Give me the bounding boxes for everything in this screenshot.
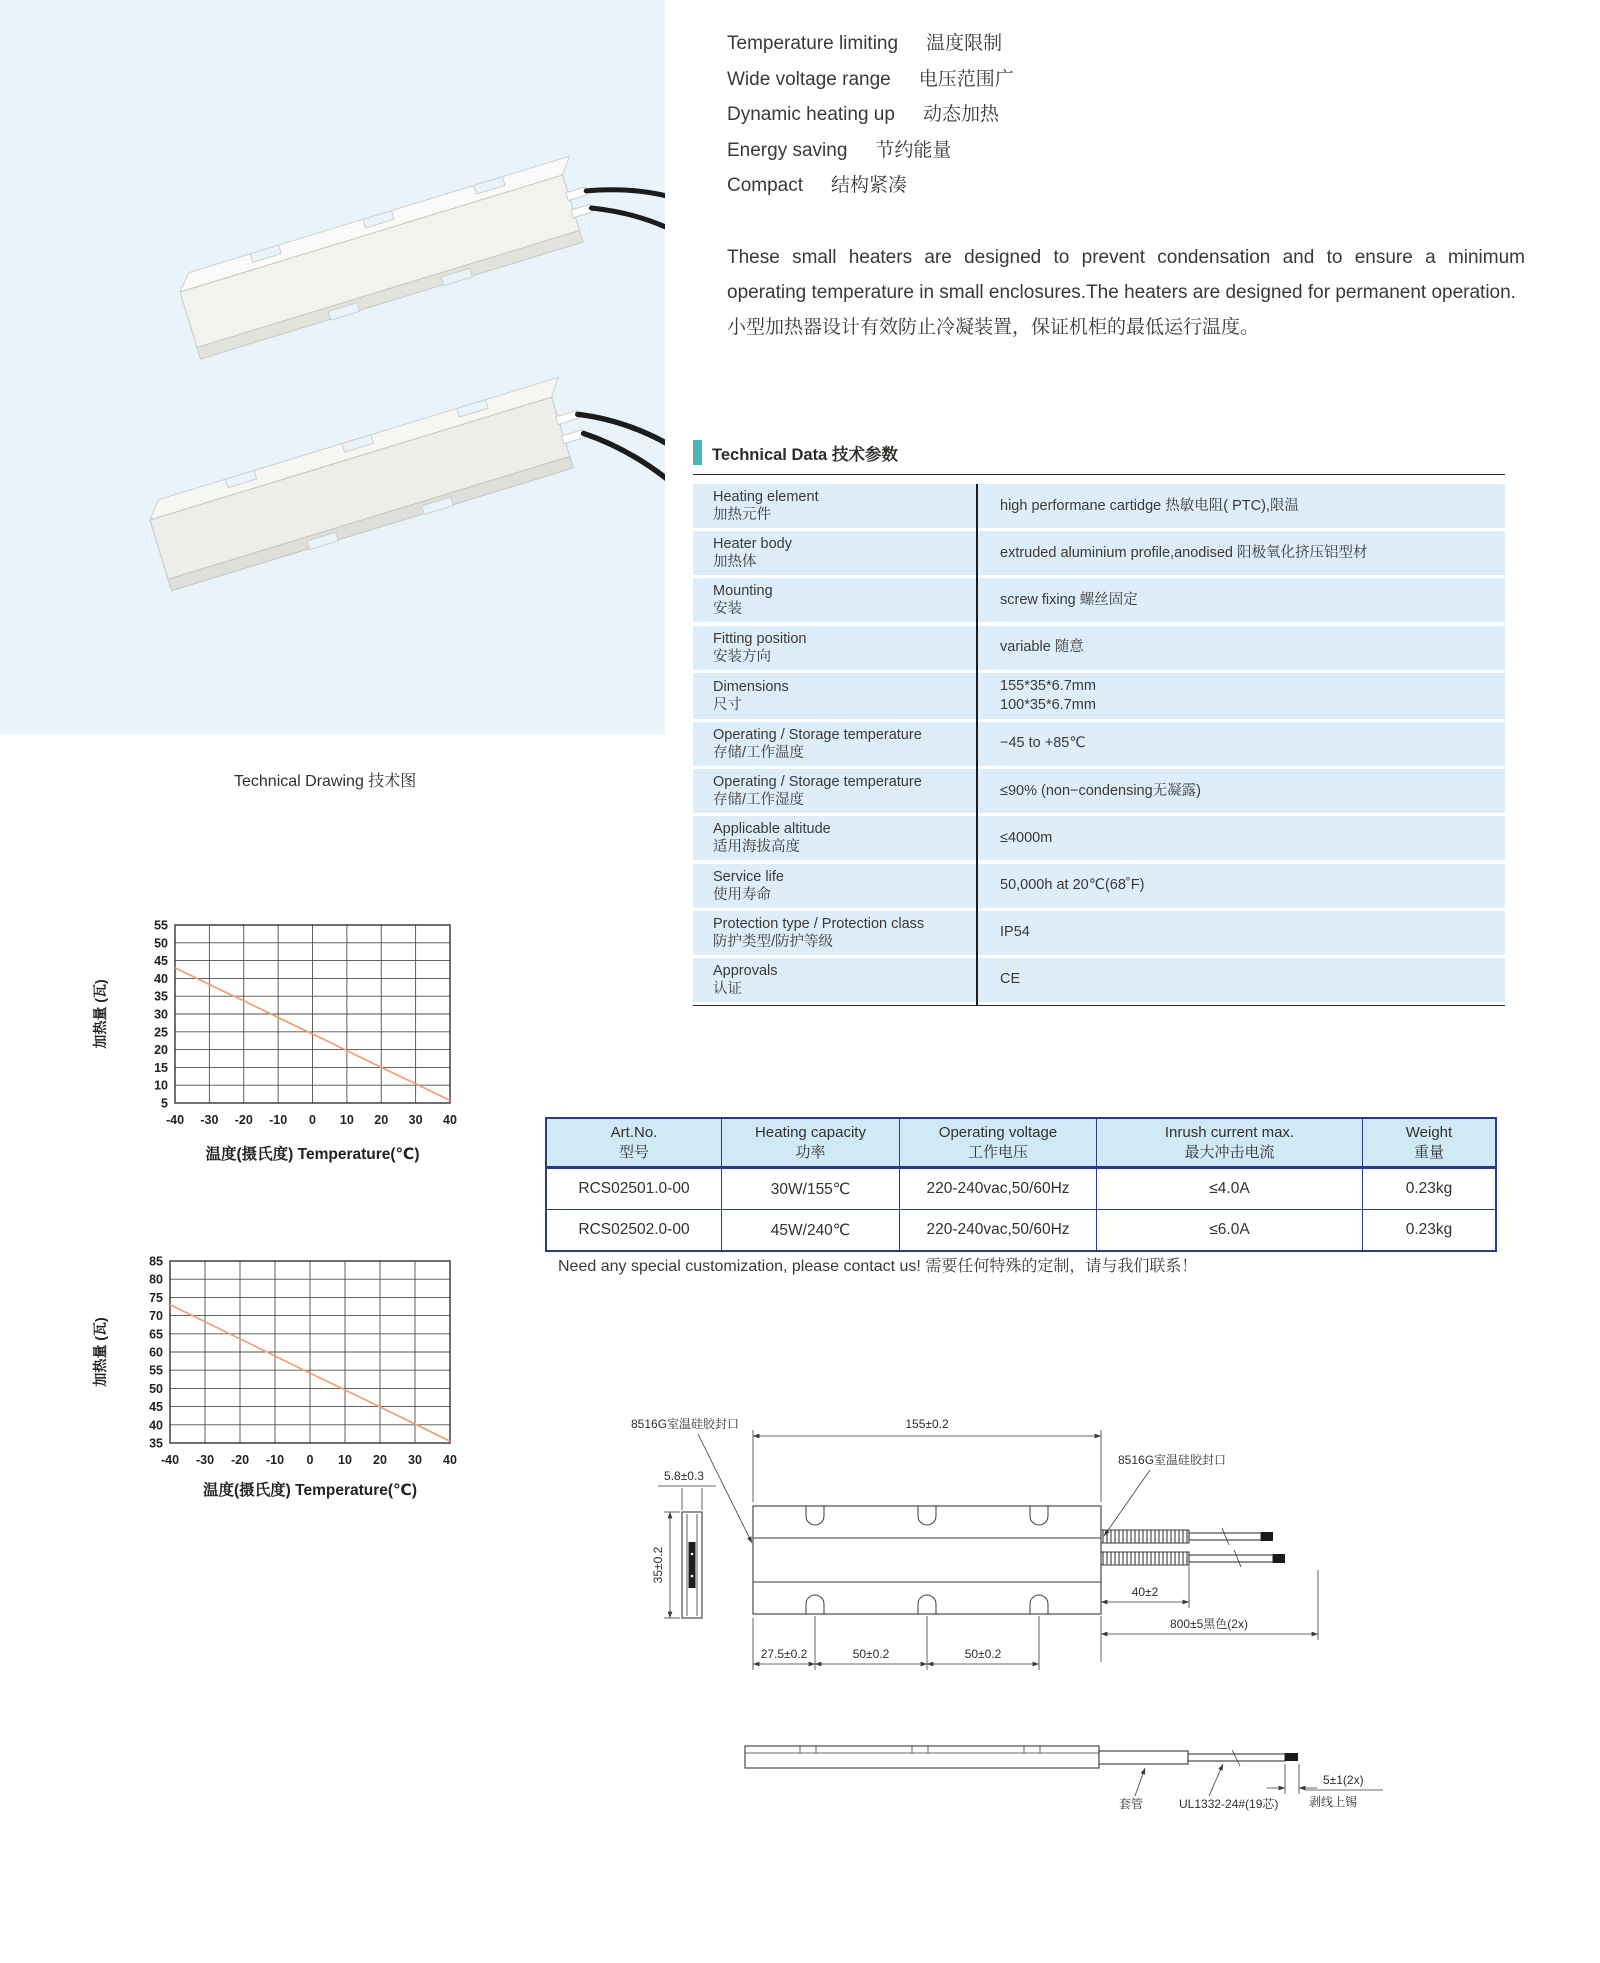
tech-label-en: Operating / Storage temperature — [713, 774, 922, 791]
notch-dimensions — [753, 1616, 1039, 1670]
dim-notch2: 50±0.2 — [852, 1647, 890, 1661]
seal-label-left: 8516G室温硅胶封口 — [631, 1417, 740, 1431]
svg-text:-30: -30 — [195, 1453, 215, 1467]
svg-text:10: 10 — [339, 1113, 354, 1127]
header-heating-capacity: Heating capacity 功率 — [722, 1119, 900, 1166]
feature-en: Wide voltage range — [727, 68, 891, 90]
tech-row-dimensions — [693, 673, 1505, 719]
technical-drawing-label: Technical Drawing 技术图 — [234, 773, 417, 790]
tech-label-cn: 安装方向 — [713, 648, 771, 665]
svg-text:55: 55 — [149, 1363, 163, 1378]
tech-value: high performane cartidge 热敏电阻( PTC),限温 — [1000, 497, 1299, 514]
svg-text:40: 40 — [443, 1453, 457, 1467]
dim-thickness: 5.8±0.3 — [664, 1469, 704, 1483]
svg-text:70: 70 — [149, 1309, 163, 1324]
svg-text:35: 35 — [149, 1436, 163, 1451]
heater-strip-bottom — [145, 331, 665, 734]
tech-row-altitude — [693, 816, 1505, 860]
svg-text:50: 50 — [149, 1381, 163, 1396]
svg-text:20: 20 — [374, 1113, 389, 1127]
tech-label-cn: 加热元件 — [713, 507, 771, 523]
wire-dimensions — [1101, 1566, 1318, 1662]
tech-label-en: Fitting position — [713, 630, 807, 647]
tech-value: IP54 — [1000, 924, 1030, 941]
svg-text:-20: -20 — [234, 1113, 253, 1127]
feature-en: Dynamic heating up — [727, 104, 895, 125]
feature-item — [727, 26, 1014, 62]
product-table-header-row — [547, 1119, 1495, 1168]
product-photo — [0, 0, 665, 734]
svg-text:40: 40 — [443, 1113, 457, 1127]
cell-weight: 0.23kg — [1363, 1168, 1495, 1209]
tech-label-cn: 认证 — [713, 980, 742, 997]
dim-notch3: 50±0.2 — [964, 1647, 1002, 1661]
tech-label-cn: 存储/工作湿度 — [713, 792, 805, 809]
sleeve-label: 套管 — [1119, 1797, 1144, 1811]
tech-label-en: Heater body — [713, 536, 792, 553]
svg-text:15: 15 — [154, 1060, 168, 1075]
svg-text:30: 30 — [408, 1113, 423, 1127]
tech-row-fitting-position — [693, 626, 1505, 670]
tech-label-en: Heating element — [713, 489, 819, 505]
svg-text:30: 30 — [154, 1007, 168, 1022]
feature-item — [727, 62, 1014, 98]
feature-en: Energy saving — [727, 139, 848, 161]
cell-artno: RCS02501.0-00 — [547, 1168, 722, 1209]
svg-text:温度(摄氏度) Temperature(℃): 温度(摄氏度) Temperature(℃) — [205, 1146, 420, 1163]
heating-capacity-chart-30w — [90, 912, 490, 1167]
feature-item — [727, 97, 1014, 133]
svg-text:25: 25 — [154, 1025, 168, 1040]
svg-text:-40: -40 — [160, 1453, 180, 1467]
tech-label-en: Protection type / Protection class — [713, 915, 925, 932]
tech-row-operating-temperature — [693, 722, 1505, 766]
heater-strip-top — [175, 132, 665, 373]
tech-value: ≤90% (non−condensing无凝露) — [1000, 782, 1201, 799]
side-profile-view — [651, 1469, 716, 1618]
tech-table-divider — [976, 484, 978, 1005]
dimension-drawing-side — [743, 1742, 1473, 1852]
svg-text:20: 20 — [373, 1453, 387, 1467]
cell-artno: RCS02502.0-00 — [547, 1209, 722, 1250]
tech-label-cn: 加热体 — [713, 554, 757, 571]
tech-label-en: Approvals — [713, 962, 778, 979]
feature-list — [727, 26, 1014, 204]
tech-value: screw fixing 螺丝固定 — [1000, 591, 1138, 608]
customization-note: Need any special customization, please contact us! 需要任何特殊的定制，请与我们联系！ — [558, 1258, 1198, 1275]
tech-label-cn: 适用海拔高度 — [713, 839, 800, 856]
svg-text:40: 40 — [149, 1418, 163, 1433]
cell-operating-voltage: 220-240vac,50/60Hz — [900, 1209, 1097, 1250]
dim-length: 155±0.2 — [905, 1417, 949, 1431]
cell-weight: 0.23kg — [1363, 1209, 1495, 1250]
description — [727, 240, 1525, 345]
accent-bar — [693, 440, 702, 465]
product-table — [545, 1117, 1497, 1252]
feature-cn: 电压范围广 — [918, 68, 1014, 90]
product-row-rcs02501 — [547, 1168, 1495, 1209]
svg-text:-10: -10 — [265, 1453, 285, 1467]
tech-label-en: Operating / Storage temperature — [713, 726, 922, 743]
tech-label-cn: 使用寿命 — [713, 886, 771, 903]
dim-wire: 800±5黑色(2x) — [1170, 1617, 1248, 1631]
dim-width: 35±0.2 — [651, 1546, 665, 1584]
length-dimension — [753, 1417, 1101, 1502]
svg-text:20: 20 — [154, 1043, 168, 1058]
tech-label-cn: 防护类型/防护等级 — [713, 933, 834, 950]
svg-text:40: 40 — [154, 971, 168, 986]
tech-value: −45 to +85℃ — [1000, 735, 1086, 752]
tech-value: extruded aluminium profile,anodised 阳极氧化挤压铝型材 — [1000, 544, 1368, 561]
cell-heating-capacity: 30W/155℃ — [722, 1168, 900, 1209]
header-operating-voltage: Operating voltage 工作电压 — [900, 1119, 1097, 1166]
tech-label-en: Dimensions — [713, 678, 789, 695]
technical-data-title: Technical Data 技术参数 — [712, 445, 898, 464]
svg-text:-20: -20 — [230, 1453, 250, 1467]
svg-text:温度(摄氏度) Temperature(℃): 温度(摄氏度) Temperature(℃) — [203, 1482, 417, 1499]
svg-text:45: 45 — [149, 1400, 163, 1415]
svg-text:5: 5 — [161, 1096, 168, 1111]
tech-value: 50,000h at 20℃(68˚F) — [1000, 877, 1145, 893]
profile-side-view — [745, 1746, 1298, 1768]
feature-item — [727, 168, 1014, 204]
svg-text:75: 75 — [149, 1290, 163, 1305]
tech-label-en: Mounting — [713, 583, 773, 600]
header-inrush-current: Inrush current max. 最大冲击电流 — [1097, 1119, 1363, 1166]
technical-data-table — [693, 484, 1505, 1006]
dim-notch1: 27.5±0.2 — [760, 1647, 808, 1661]
svg-text:55: 55 — [154, 918, 168, 933]
cell-inrush-current: ≤6.0A — [1097, 1209, 1363, 1250]
svg-text:10: 10 — [154, 1078, 168, 1093]
tech-label-cn: 尺寸 — [713, 696, 742, 713]
header-artno: Art.No. 型号 — [547, 1119, 722, 1166]
tech-row-heating-element — [693, 484, 1505, 528]
svg-text:50: 50 — [154, 936, 168, 951]
tech-row-approvals — [693, 958, 1505, 1002]
tech-label-cn: 存储/工作温度 — [713, 744, 805, 761]
svg-text:85: 85 — [149, 1254, 163, 1269]
cell-inrush-current: ≤4.0A — [1097, 1168, 1363, 1209]
svg-text:-30: -30 — [200, 1113, 219, 1127]
product-photo-panel — [0, 0, 665, 734]
side-view-labels — [1119, 1764, 1383, 1811]
tech-row-heater-body — [693, 531, 1505, 575]
tech-value-2: 100*35*6.7mm — [1000, 696, 1096, 713]
technical-data-header — [693, 440, 1505, 475]
svg-text:60: 60 — [149, 1345, 163, 1360]
svg-text:加热量 (瓦): 加热量 (瓦) — [92, 1317, 108, 1387]
tech-value: 155*35*6.7mm — [1000, 677, 1096, 694]
header-weight: Weight 重量 — [1405, 1123, 1453, 1161]
cell-operating-voltage: 220-240vac,50/60Hz — [900, 1168, 1097, 1209]
svg-text:10: 10 — [338, 1453, 352, 1467]
feature-item — [727, 133, 1014, 169]
svg-text:65: 65 — [149, 1327, 163, 1342]
description-en: These small heaters are designed to prevent condensation and to ensure a minimum operating temperature in small enclosures.The heaters are designed for permanent operation. — [727, 247, 1525, 303]
tip-label: 剥线上锡 — [1309, 1795, 1358, 1809]
tech-value: variable 随意 — [1000, 639, 1084, 656]
dimension-drawing-main — [618, 1412, 1478, 1702]
tech-row-protection — [693, 911, 1505, 955]
feature-en: Temperature limiting — [727, 33, 899, 54]
feature-cn: 结构紧凑 — [831, 175, 908, 196]
svg-text:35: 35 — [154, 989, 168, 1004]
tech-value: ≤4000m — [1000, 829, 1053, 846]
svg-text:45: 45 — [154, 954, 168, 969]
tech-label-en: Service life — [713, 868, 784, 885]
cell-heating-capacity: 45W/240℃ — [722, 1209, 900, 1250]
wire-label: UL1332-24#(19芯) — [1179, 1797, 1279, 1811]
tech-label-cn: 安装 — [713, 601, 742, 618]
product-row-rcs02502 — [547, 1209, 1495, 1250]
feature-cn: 动态加热 — [922, 104, 999, 125]
description-cn: 小型加热器设计有效防止冷凝装置，保证机柜的最低运行温度。 — [727, 317, 1260, 338]
dim-tip: 5±1(2x) — [1323, 1773, 1364, 1787]
heating-capacity-chart-45w — [90, 1248, 490, 1503]
svg-text:80: 80 — [149, 1272, 163, 1287]
tech-label-en: Applicable altitude — [713, 821, 831, 838]
tech-row-service-life — [693, 864, 1505, 908]
seal-label-right: 8516G室温硅胶封口 — [1118, 1453, 1227, 1467]
tech-row-mounting — [693, 578, 1505, 622]
svg-text:30: 30 — [408, 1453, 422, 1467]
tech-row-operating-humidity — [693, 769, 1505, 813]
svg-text:0: 0 — [306, 1453, 314, 1467]
dim-sleeve: 40±2 — [1131, 1585, 1159, 1599]
feature-cn: 温度限制 — [926, 33, 1003, 54]
svg-text:0: 0 — [309, 1113, 316, 1127]
technical-data-section — [693, 440, 1505, 1006]
tech-value: CE — [1000, 971, 1021, 988]
svg-text:-40: -40 — [165, 1113, 185, 1127]
svg-text:加热量 (瓦): 加热量 (瓦) — [92, 979, 108, 1049]
svg-text:-10: -10 — [269, 1113, 288, 1127]
wires — [1101, 1528, 1285, 1567]
feature-en: Compact — [727, 175, 804, 196]
feature-cn: 节约能量 — [875, 139, 952, 161]
top-view — [753, 1506, 1101, 1614]
